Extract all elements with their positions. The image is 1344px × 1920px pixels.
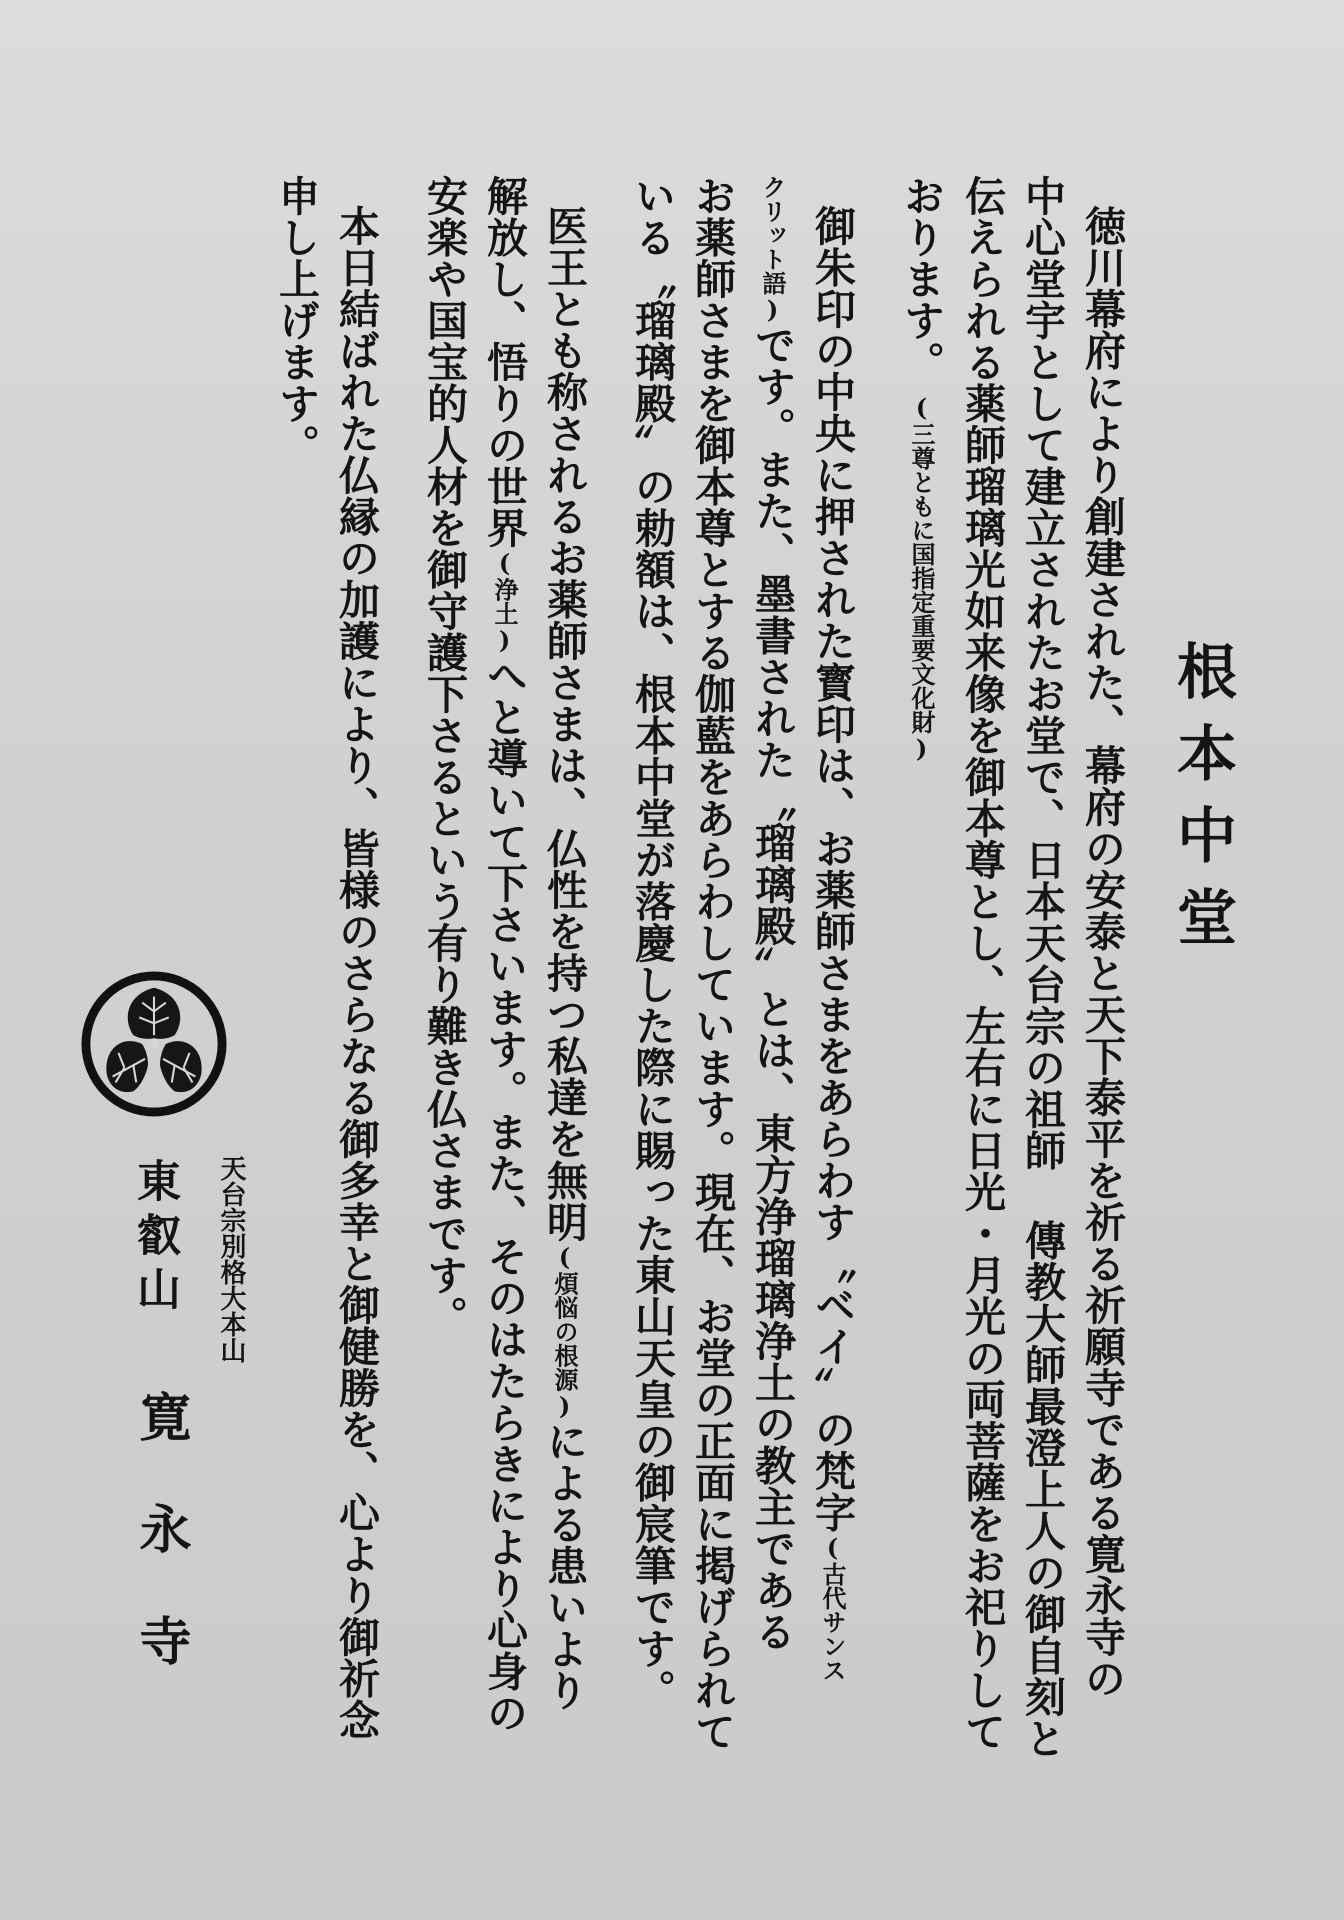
text-line <box>480 175 528 1734</box>
text-segment: です。また、墨書された〝瑠璃殿〟とは、東方浄瑠璃浄土の教主である <box>748 324 796 1652</box>
text-line <box>808 205 856 1682</box>
annotation-note: (三尊ともに国指定重要文化財) <box>907 392 936 763</box>
annotation-note: (浄土) <box>490 548 519 655</box>
text-line <box>748 175 796 1652</box>
text-segment: おります。 <box>897 175 945 383</box>
annotation-note: (煩悩の根源) <box>550 1242 579 1421</box>
text-segment: 解放し、悟りの世界 <box>480 175 528 549</box>
text-line <box>897 175 945 763</box>
sect-label: 天台宗別格大本山 <box>216 1155 246 1363</box>
mountain-name: 東叡山 <box>129 1158 180 1320</box>
text-line: 安楽や国宝的人材を御守護下さるという有り難き仏さまです。 <box>420 175 468 1337</box>
text-segment: 医王とも称されるお薬師さまは、仏性を持つ私達を無明 <box>540 205 588 1243</box>
text-line: 徳川幕府により創建された、幕府の安泰と天下泰平を祈る祈願寺である寛永寺の <box>1078 205 1126 1699</box>
text-line: お薬師さまを御本尊とする伽藍をあらわしています。現在、お堂の正面に掲げられて <box>688 175 736 1752</box>
text-segment: による患いより <box>540 1420 588 1711</box>
page-title: 根本中堂 <box>1167 640 1237 968</box>
text-line: 中心堂宇として建立されたお堂で、日本天台宗の祖師 傳教大師最澄上人の御自刻と <box>1018 175 1066 1759</box>
text-segment: 御朱印の中央に押された寳印は、お薬師さまをあらわす〝ベイ〟の梵字 <box>808 205 856 1533</box>
text-line: 申し上げます。 <box>272 175 320 466</box>
temple-name: 寛永寺 <box>130 1390 191 1726</box>
annotation-note: クリット語) <box>758 175 787 324</box>
aoi-crest-icon <box>80 970 228 1118</box>
text-segment: へと導いて下さいます。また、そのはたらきにより心身の <box>480 654 528 1734</box>
text-line: 伝えられる薬師瑠璃光如来像を御本尊とし、左右に日光・月光の両菩薩をお祀りして <box>958 175 1006 1752</box>
text-line <box>540 205 588 1711</box>
text-line: いる〝瑠璃殿〟の勅額は、根本中堂が落慶した際に賜った東山天皇の御宸筆です。 <box>628 175 676 1711</box>
annotation-note: (古代サンス <box>818 1533 847 1682</box>
text-line: 本日結ばれた仏縁の加護により、皆様のさらなる御多幸と御健勝を、心より御祈念 <box>332 205 380 1741</box>
